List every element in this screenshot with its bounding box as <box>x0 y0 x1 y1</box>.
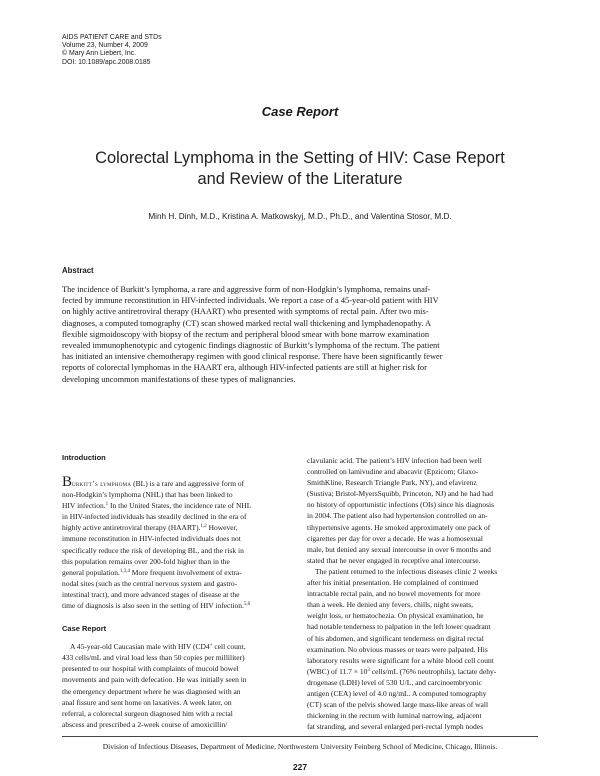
intro-line: time of diagnosis is also seen in the setting of HIV infection.$^{5,6}$ <box>62 601 251 611</box>
body-line: controlled on lamivudine and abacavir (Epzicom; Glaxo- <box>307 467 479 477</box>
case-line: the emergency department where he was diagnosed with an <box>62 686 241 696</box>
abstract-line: The incidence of Burkitt’s lymphoma, a rare and aggressive form of non-Hodgkin’s lymphoma, remains unaf- <box>62 285 431 294</box>
body-line: SmithKline, Research Triangle Park, NY), and efavirenz <box>307 478 477 488</box>
drop-cap: B <box>62 474 73 490</box>
journal-volume: Volume 23, Number 4, 2009 <box>62 42 148 50</box>
body-line: than a week. He denied any fevers, chills, night sweats, <box>307 600 473 610</box>
body-line: stated that he never engaged in receptive anal intercourse. <box>307 555 481 565</box>
page-number: 227 <box>292 762 308 772</box>
citation-ref: 1 <box>105 502 109 508</box>
intro-line: in HIV-infected individuals has steadily declined in the era of <box>62 512 247 522</box>
case-line: abscess and prescribed a 2-week course of amoxicillin/ <box>62 719 228 729</box>
introduction-heading: Introduction <box>62 453 106 462</box>
case-report-heading: Case Report <box>62 624 107 634</box>
body-line: no history of opportunistic infections (OIs) since his diagnosis <box>307 500 495 510</box>
intro-line: nodal sites (such as the central nervous system and gastro- <box>62 578 238 588</box>
right-column <box>307 455 537 732</box>
superscript: + <box>209 643 213 649</box>
citation-ref: 5,6 <box>243 602 251 608</box>
journal-copyright: © Mary Ann Liebert, Inc. <box>62 50 137 58</box>
journal-doi: DOI: 10.1089/apc.2008.0185 <box>62 58 151 66</box>
body-line: drogenase (LDH) level of 530 U/L, and carcinoembryonic <box>307 677 482 687</box>
small-caps-term: urkitt’s lymphoma <box>72 479 132 488</box>
case-line: 433 cells/mL and viral load less than 50 copies per milliliter) <box>62 653 245 663</box>
body-line: (Sustiva; Bristol-MyersSquibb, Princeton, NJ) and he had had <box>307 489 494 499</box>
article-title <box>40 148 560 190</box>
intro-first-line: Burkitt’s lymphoma (BL) is a rare and aggressive form of <box>62 474 245 490</box>
citation-ref: 1,3,4 <box>119 568 130 574</box>
intro-line: this population remains over 200-fold higher than in the <box>62 556 230 566</box>
intro-line: HIV infection.$^1$ In the United States, the incidence rate of NHL <box>62 501 252 511</box>
body-line: after his initial presentation. He complained of continued <box>307 578 479 588</box>
body-line: The patient returned to the infectious diseases clinic 2 weeks <box>315 566 498 576</box>
abstract-line: on highly active antiretroviral therapy (HAART) who presented with symptoms of rectal pain. After two mis- <box>62 307 429 317</box>
journal-name: AIDS PATIENT CARE and STDs <box>62 34 162 41</box>
superscript: 3 <box>367 667 370 673</box>
body-line: intractable rectal pain, and no bowel movements for more <box>307 589 481 599</box>
body-line: clavulanic acid. The patient’s HIV infection had been well <box>307 456 482 465</box>
title-line: Colorectal Lymphoma in the Setting of HIV: Case Report <box>95 149 505 167</box>
abstract-line: fected by immune reconstitution in HIV-infected individuals. We report a case of a 45-year-old patient with HIV <box>62 296 439 306</box>
case-line: A 45-year-old Caucasian male with HIV (CD4+ cell count, <box>70 642 246 652</box>
case-line: referral, a colorectal surgeon diagnosed him with a rectal <box>62 708 233 718</box>
intro-line: general population.$^{1,3,4}$ More frequent involvement of extra- <box>62 567 242 577</box>
abstract-line: revealed immunophenotypic and cytogenic findings diagnostic of Burkitt’s lymphoma of the rectum. The patient <box>62 341 440 351</box>
title-line: and Review of the Literature <box>197 170 403 188</box>
abstract-line: flexible sigmoidoscopy with biopsy of the rectum and peripheral blood smear with bone marrow examination <box>62 329 430 339</box>
case-line: anal fissure and sent home on laxatives. A week later, on <box>62 697 232 707</box>
article-type: Case Report <box>261 104 339 119</box>
left-column <box>62 452 292 730</box>
body-line: tihypertensive agents. He smoked approximately one pack of <box>307 522 491 532</box>
body-line: fat stranding, and several enlarged peri-rectal lymph nodes <box>307 722 484 732</box>
body-line: thickening in the rectum with luminal narrowing, adjacent <box>307 711 482 721</box>
authors: Minh H. Dinh, M.D., Kristina A. Matkowskyj, M.D., Ph.D., and Valentina Stosor, M.D. <box>148 212 452 221</box>
body-line: cigarettes per day for over a decade. He was a homosexual <box>307 533 483 543</box>
body-line: (WBC) of $11.7 \times 10^3$ cells/mL (76% neutrophils), lactate dehy- <box>307 666 497 676</box>
footnote-divider <box>62 736 538 737</box>
body-line: male, but denied any sexual intercourse in over 6 months and <box>307 544 491 554</box>
body-line: weight loss, or hematochezia. On physical examination, he <box>307 611 484 621</box>
abstract-line: has initiated an intensive chemotherapy regimen with good clinical response. There have been significantly fewer <box>62 352 443 362</box>
abstract-heading: Abstract <box>62 266 94 275</box>
citation-ref: 1,2 <box>200 524 207 530</box>
affiliation-footnote: Division of Infectious Diseases, Department of Medicine, Northwestern University Feinberg School of Medicine, Chicago, Illinois. <box>102 742 498 751</box>
abstract-line: developing uncommon manifestations of these types of malignancies. <box>62 374 296 384</box>
intro-line: immune reconstitution in HIV-infected individuals does not <box>62 534 241 544</box>
body-line: laboratory results were significant for a white blood cell count <box>307 655 494 665</box>
body-line: had notable tenderness to palpation in the left lower quadrant <box>307 622 491 632</box>
abstract-text <box>62 284 540 385</box>
intro-line: non-Hodgkin’s lymphoma (NHL) that has been linked to <box>62 490 233 500</box>
body-line: examination. No obvious masses or tears were palpated. His <box>307 644 488 654</box>
intro-line: intestinal tract), and more advanced stages of disease at the <box>62 589 240 599</box>
intro-line: specifically reduce the risk of developing BL, and the risk in <box>62 545 244 555</box>
case-line: presented to our hospital with complaints of mucoid bowel <box>62 664 239 674</box>
body-line: antigen (CEA) level of 4.0 ng/mL. A computed tomography <box>307 688 487 698</box>
case-line: movements and pain with defecation. He was initially seen in <box>62 675 247 685</box>
body-line: of his abdomen, and significant tenderness on digital rectal <box>307 633 484 643</box>
body-line: in 2004. The patient also had hypertension controlled on an- <box>307 511 488 521</box>
intro-line: highly active antiretroviral therapy (HAART).$^{1,2}$ However, <box>62 523 238 533</box>
abstract-line: diagnoses, a computed tomography (CT) scan showed marked rectal wall thickening and lymphadenopathy. A <box>62 318 432 328</box>
journal-header <box>62 34 162 67</box>
abstract-line: reports of colorectal lymphomas in the HAART era, although HIV-infected patients are still at higher risk for <box>62 363 427 373</box>
body-line: (CT) scan of the pelvis showed large mass-like areas of wall <box>307 700 489 710</box>
